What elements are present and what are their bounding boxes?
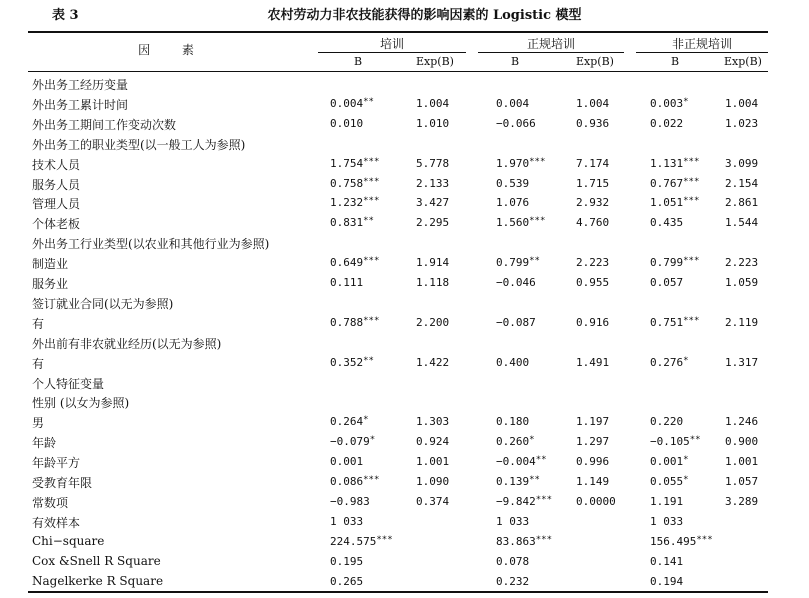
table-row (0, 432, 809, 452)
group-rule-informal (636, 52, 768, 53)
cell-expb: 1.422 (416, 355, 450, 369)
table-row (0, 472, 809, 492)
row-label: 年龄平方 (32, 456, 81, 471)
cell-b: −0.079* (330, 435, 376, 449)
cell-b: 0.539 (496, 176, 530, 190)
cell-b: 0.260* (496, 435, 535, 449)
table-number: 表 3 (52, 8, 79, 23)
cell-b: 0.001* (650, 455, 689, 469)
cell-b: 83.863*** (496, 534, 553, 548)
cell-expb: 1.149 (576, 475, 610, 488)
table-row (0, 512, 809, 532)
cell-expb: 0.996 (576, 455, 610, 469)
top-rule (28, 31, 768, 33)
header-expb: Exp(B) (724, 55, 762, 68)
row-label: 有 (32, 356, 45, 371)
cell-b: 0.265 (330, 574, 364, 588)
table-row (0, 154, 809, 174)
cell-b: −9.842*** (496, 494, 553, 508)
row-label: 外出务工的职业类型(以一般工人为参照) (32, 137, 246, 152)
cell-expb: 2.154 (725, 176, 759, 190)
cell-expb: 2.861 (725, 196, 759, 210)
cell-b: 1.076 (496, 196, 530, 210)
cell-b: 0.003* (650, 96, 689, 110)
row-label: 制造业 (32, 257, 69, 272)
header-factor: 因 素 (138, 43, 208, 57)
cell-expb: 1.010 (416, 116, 450, 130)
row-label: 个人特征变量 (32, 376, 105, 391)
cell-expb: 4.760 (576, 216, 610, 230)
cell-expb: 1.004 (416, 96, 450, 110)
table-row (0, 552, 809, 572)
cell-b: 0.180 (496, 415, 530, 429)
row-label: Nagelkerke R Square (32, 573, 164, 588)
cell-b: 0.139** (496, 475, 540, 488)
table-section-row (0, 373, 809, 393)
cell-b: 156.495*** (650, 534, 713, 548)
cell-b: 1.232*** (330, 196, 380, 210)
cell-b: 0.194 (650, 574, 684, 588)
row-label: 外出务工期间工作变动次数 (32, 117, 177, 132)
cell-b: −0.046 (496, 276, 536, 289)
table-row (0, 353, 809, 373)
header-group-formal: 正规培训 (526, 37, 575, 51)
group-rule-formal (478, 52, 624, 53)
cell-b: 0.055* (650, 475, 689, 488)
cell-b: 0.788*** (330, 315, 380, 329)
cell-b: 224.575*** (330, 534, 393, 548)
table-section-row (0, 392, 809, 412)
cell-b: 1 033 (330, 514, 364, 528)
cell-b: 1.754*** (330, 156, 380, 170)
row-label: 年龄 (32, 436, 57, 451)
cell-b: 1 033 (650, 514, 684, 528)
cell-expb: 0.900 (725, 435, 759, 449)
table-row (0, 273, 809, 293)
cell-b: 0.232 (496, 574, 530, 588)
row-label: Cox &Snell R Square (32, 553, 161, 568)
table-row (0, 193, 809, 213)
header-group-informal: 非正规培训 (671, 37, 732, 51)
cell-expb: 1.059 (725, 276, 759, 289)
cell-expb: 0.955 (576, 276, 610, 289)
cell-b: 1.131*** (650, 156, 700, 170)
row-label: 签订就业合同(以无为参照) (32, 296, 174, 311)
cell-expb: 1.914 (416, 256, 450, 270)
cell-expb: 2.200 (416, 315, 450, 329)
cell-b: 0.220 (650, 415, 684, 429)
row-label: 有效样本 (32, 515, 81, 530)
cell-expb: 1.090 (416, 475, 450, 488)
cell-b: 0.276* (650, 355, 689, 369)
row-label: 服务人员 (32, 177, 81, 192)
table-row (0, 572, 809, 592)
cell-b: 0.435 (650, 216, 684, 230)
table-section-row (0, 293, 809, 313)
cell-b: 0.078 (496, 554, 530, 568)
cell-expb: 2.932 (576, 196, 610, 210)
cell-expb: 1.118 (416, 276, 450, 289)
cell-b: 0.264* (330, 415, 369, 429)
header-group-training: 培训 (379, 37, 404, 51)
row-label: 受教育年限 (32, 476, 93, 490)
cell-expb: 3.289 (725, 494, 759, 508)
cell-b: 0.831** (330, 216, 374, 230)
header-b: B (510, 55, 520, 68)
table-section-row (0, 74, 809, 94)
cell-expb: 2.295 (416, 216, 450, 230)
cell-expb: 1.303 (416, 415, 450, 429)
table-section-row (0, 233, 809, 253)
table-section-row (0, 333, 809, 353)
row-label: 男 (32, 416, 45, 431)
cell-b: 0.195 (330, 554, 364, 568)
header-b: B (670, 55, 680, 68)
cell-expb: 2.119 (725, 315, 759, 329)
cell-expb: 0.936 (576, 116, 610, 130)
cell-b: 0.001 (330, 455, 364, 469)
cell-b: −0.983 (330, 494, 370, 508)
cell-expb: 0.924 (416, 435, 450, 449)
cell-b: 0.004** (330, 96, 374, 110)
cell-b: 0.141 (650, 554, 684, 568)
table-row (0, 492, 809, 512)
table-title: 农村劳动力非农技能获得的影响因素的 Logistic 模型 (267, 8, 582, 23)
cell-expb: 2.223 (576, 256, 610, 270)
cell-expb: 1.057 (725, 475, 759, 488)
cell-b: −0.066 (496, 116, 536, 130)
cell-b: 0.022 (650, 116, 684, 130)
header-b: B (353, 55, 363, 68)
cell-b: 0.004 (496, 96, 530, 110)
cell-expb: 7.174 (576, 156, 610, 170)
table-row (0, 412, 809, 432)
cell-b: 1 033 (496, 514, 530, 528)
cell-b: −0.004** (496, 455, 547, 469)
cell-b: 1.051*** (650, 196, 700, 210)
cell-expb: 1.023 (725, 116, 759, 130)
cell-b: 0.751*** (650, 315, 700, 329)
row-label: Chi−square (32, 533, 105, 548)
cell-expb: 1.004 (725, 96, 759, 110)
cell-b: 0.010 (330, 116, 364, 130)
cell-expb: 1.004 (576, 96, 610, 110)
cell-b: 1.191 (650, 494, 684, 508)
row-label: 外出务工累计时间 (32, 97, 129, 112)
cell-expb: 1.317 (725, 355, 759, 369)
table-row (0, 253, 809, 273)
cell-b: 1.560*** (496, 216, 546, 230)
row-label: 性别 (以女为参照) (32, 396, 130, 411)
table-section-row (0, 134, 809, 154)
cell-expb: 3.427 (416, 196, 450, 210)
cell-expb: 1.197 (576, 415, 610, 429)
cell-expb: 3.099 (725, 156, 759, 170)
cell-b: 0.799** (496, 256, 540, 270)
header-expb: Exp(B) (416, 55, 454, 68)
cell-b: 0.400 (496, 355, 530, 369)
row-label: 个体老板 (32, 217, 81, 232)
cell-expb: 1.715 (576, 176, 610, 190)
cell-expb: 1.246 (725, 415, 759, 429)
table-row (0, 213, 809, 233)
row-label: 外出务工行业类型(以农业和其他行业为参照) (32, 237, 270, 252)
table-row (0, 114, 809, 134)
cell-b: 0.649*** (330, 256, 380, 270)
row-label: 服务业 (32, 277, 69, 291)
cell-b: 0.111 (330, 276, 364, 289)
row-label: 外出务工经历变量 (32, 78, 129, 92)
cell-b: 0.767*** (650, 176, 700, 190)
cell-expb: 0.374 (416, 494, 450, 508)
cell-b: 0.758*** (330, 176, 380, 190)
cell-expb: 0.916 (576, 315, 610, 329)
table-row (0, 532, 809, 552)
table-caption (0, 0, 809, 26)
header-expb: Exp(B) (576, 55, 614, 68)
table-row (0, 452, 809, 472)
cell-b: 1.970*** (496, 156, 546, 170)
row-label: 管理人员 (32, 197, 81, 212)
table-row (0, 94, 809, 114)
cell-b: 0.086*** (330, 475, 380, 488)
cell-b: 0.352** (330, 355, 374, 369)
group-rule-training (318, 52, 466, 53)
header-rule (28, 71, 768, 72)
cell-b: 0.057 (650, 276, 684, 289)
table-row (0, 313, 809, 333)
cell-expb: 1.491 (576, 355, 610, 369)
table-row (0, 174, 809, 194)
row-label: 外出前有非农就业经历(以无为参照) (32, 336, 222, 351)
row-label: 技术人员 (32, 157, 81, 172)
cell-expb: 0.0000 (576, 494, 616, 508)
cell-b: −0.105** (650, 435, 701, 449)
cell-b: 0.799*** (650, 256, 700, 270)
cell-expb: 5.778 (416, 156, 450, 170)
row-label: 常数项 (32, 495, 69, 510)
cell-expb: 2.223 (725, 256, 759, 270)
cell-b: −0.087 (496, 315, 536, 329)
cell-expb: 2.133 (416, 176, 450, 190)
cell-expb: 1.297 (576, 435, 610, 449)
row-label: 有 (32, 316, 45, 331)
cell-expb: 1.544 (725, 216, 759, 230)
cell-expb: 1.001 (416, 455, 450, 469)
cell-expb: 1.001 (725, 455, 759, 469)
